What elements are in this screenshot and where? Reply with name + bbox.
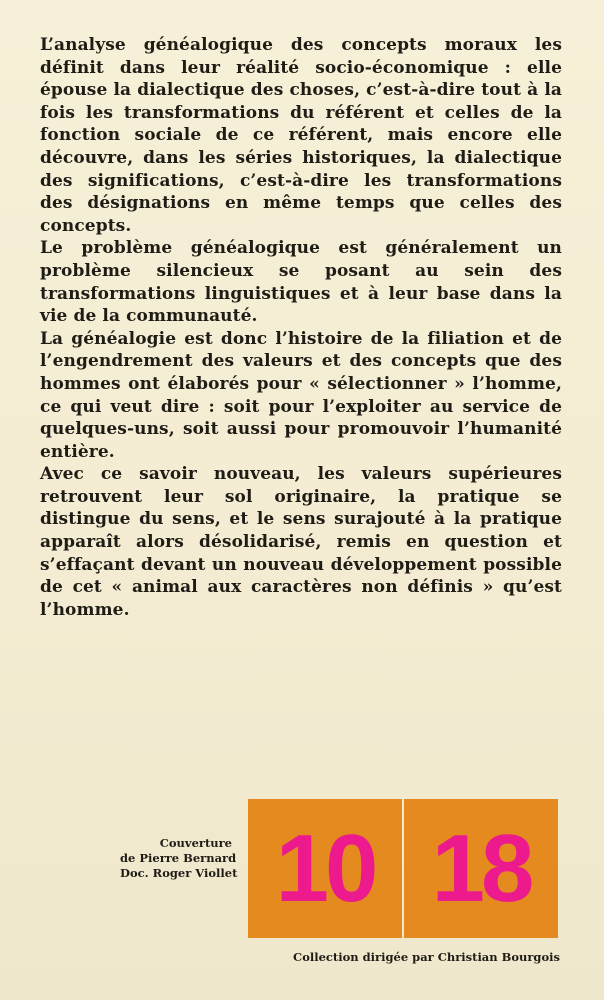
logo-number-right: 18	[431, 814, 531, 922]
collection-director-line: Collection dirigée par Christian Bourgois	[293, 950, 560, 964]
credits-line-3: Doc. Roger Viollet	[120, 866, 238, 880]
blurb-text	[40, 34, 562, 621]
credits-line-1: Couverture	[159, 836, 232, 850]
logo-square-left	[248, 799, 402, 938]
publisher-logo-10-18	[248, 799, 558, 938]
blurb-paragraph-2: Le problème généalogique est généralement un problème silencieux se posant au sein des transformations linguistiques et à leur base dans la vie de la communauté.	[40, 238, 562, 327]
blurb-paragraph-3: La généalogie est donc l’histoire de la filiation et de l’engendrement des valeurs et des concepts que des hommes ont élaborés pour « sélectionner » l’homme, ce qui veut dire : soit pour l’exploiter au service de quelques-uns, soit aussi pour promouvoir l’humanité entière.	[40, 328, 562, 462]
blurb-paragraph-4: Avec ce savoir nouveau, les valeurs supérieures retrouvent leur sol originaire, la pratique se distingue du sens, et le sens surajouté à la pratique apparaît alors désolidarisé, remis en question et s’effaçant devant un nouveau développement possible de cet « animal aux caractères non définis » qu’est l’homme.	[40, 464, 562, 620]
blurb-paragraph-1: L’analyse généalogique des concepts moraux les définit dans leur réalité socio-économique : elle épouse la dialectique des choses, c’est-à-dire tout à la fois les transformations du référent et celles de la fonction sociale de ce référent, mais encore elle découvre, dans les séries historiques, la dialectique des significations, c’est-à-dire les transformations des désignations en même temps que celles des concepts.	[40, 35, 562, 236]
credits-line-2: de Pierre Bernard	[120, 851, 237, 865]
logo-square-right	[404, 799, 558, 938]
logo-number-left: 10	[275, 814, 375, 922]
cover-credits	[120, 836, 238, 881]
